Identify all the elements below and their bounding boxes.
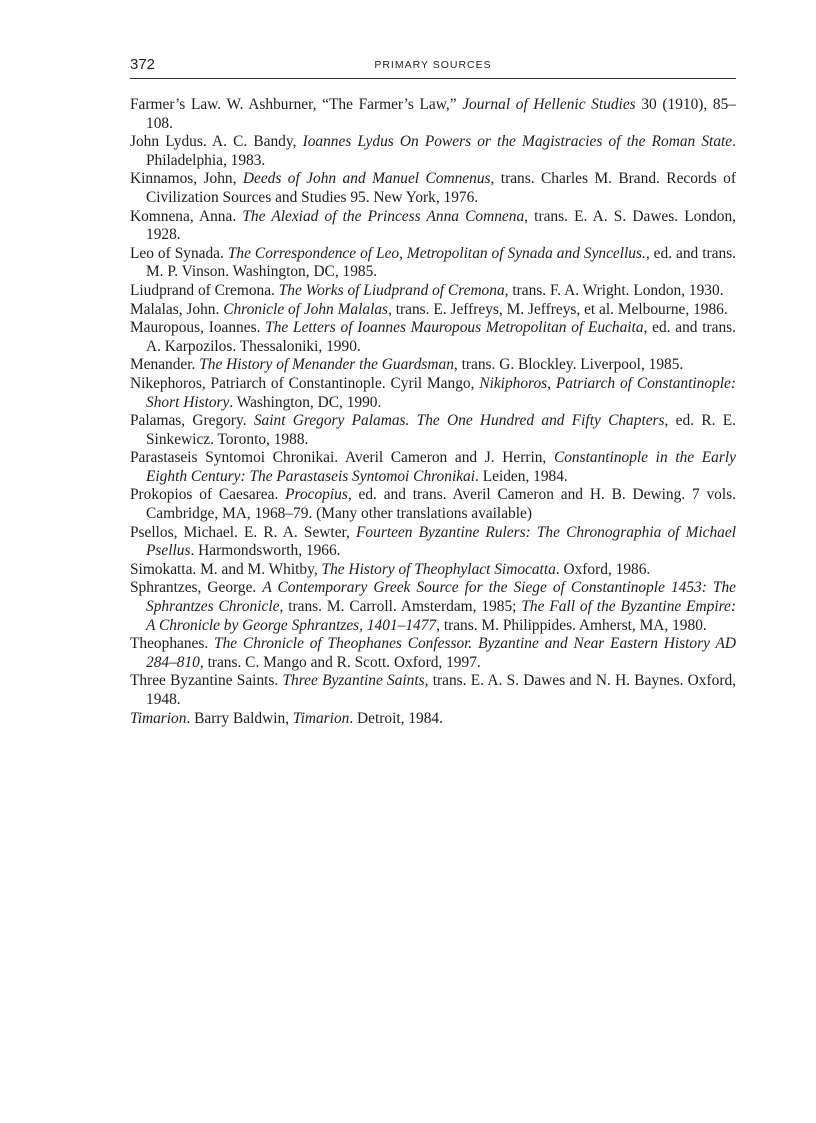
entry-text: Parastaseis Syntomoi Chronikai. Averil Cameron and J. Herrin,	[130, 449, 554, 467]
entry-title-italic: A Contemporary Greek Source for the Siege of Constantinople 1453: The Sphrantzes Chronicle	[146, 579, 737, 616]
entry-text: Farmer’s Law. W. Ashburner, “The Farmer’s Law,”	[130, 96, 463, 113]
entry-text: Three Byzantine Saints.	[130, 672, 283, 690]
bibliography-entry	[130, 486, 736, 523]
entry-text: Leo of Synada.	[130, 244, 228, 262]
bibliography-entry	[130, 282, 736, 301]
entry-text: 30 (1910), 85–108.	[146, 96, 736, 132]
entry-text: , trans. E. A. S. Dawes. London, 1928.	[146, 207, 736, 244]
entry-text: Nikephoros, Patriarch of Constantinople. Cyril Mango,	[130, 374, 480, 392]
entry-text: . Detroit, 1984.	[349, 709, 443, 727]
entry-text: . Washington, DC, 1990.	[229, 393, 382, 411]
bibliography-entry	[130, 375, 736, 412]
entry-text: , trans. F. A. Wright. London, 1930.	[504, 281, 724, 299]
entry-text: , ed. and trans. M. P. Vinson. Washington, DC, 1985.	[146, 244, 736, 281]
entry-title-italic: Saint Gregory Palamas. The One Hundred and Fifty Chapters	[253, 412, 665, 430]
bibliography-entry	[130, 170, 736, 207]
entry-title-italic: Timarion	[292, 709, 350, 727]
bibliography-entry	[130, 561, 736, 580]
entry-text: . Oxford, 1986.	[555, 560, 651, 578]
entry-text: . Barry Baldwin,	[186, 709, 293, 727]
entry-text: Theophanes.	[130, 635, 215, 653]
entry-text: Psellos, Michael. E. R. A. Sewter,	[130, 523, 357, 541]
entry-text: Simokatta. M. and M. Whitby,	[130, 560, 322, 578]
entry-text: . Philadelphia, 1983.	[146, 133, 736, 169]
bibliography-entry	[130, 301, 736, 320]
entry-title-italic: Procopius	[285, 486, 348, 504]
entry-title-italic: Ioannes Lydus On Powers or the Magistracies of the Roman State	[302, 133, 733, 151]
entry-text: . Leiden, 1984.	[475, 467, 568, 485]
bibliography-entry	[130, 96, 736, 133]
page-number: 372	[130, 56, 156, 73]
bibliography-entry	[130, 356, 736, 375]
entry-text: . Harmondsworth, 1966.	[190, 542, 341, 560]
bibliography-entry	[130, 319, 736, 356]
page-header	[130, 54, 736, 79]
bibliography-entry	[130, 672, 736, 709]
entry-title-italic: The Works of Liudprand of Cremona	[278, 281, 505, 299]
bibliography-entry	[130, 133, 736, 170]
entry-title-italic: The Correspondence of Leo, Metropolitan of Synada and Syncellus.	[227, 244, 646, 262]
entry-text: Sphrantzes, George.	[130, 579, 263, 597]
entry-text: , trans. E. A. S. Dawes and N. H. Baynes. Oxford, 1948.	[146, 672, 736, 708]
entry-text: Mauropous, Ioannes.	[130, 319, 266, 337]
entry-title-italic: Three Byzantine Saints	[282, 672, 425, 690]
entry-text: , trans. Charles M. Brand. Records of Civilization Sources and Studies 95. New York, 1976.	[146, 170, 736, 206]
bibliography-entry	[130, 245, 736, 282]
entry-title-italic: The History of Theophylact Simocatta	[321, 560, 556, 578]
bibliography-list	[130, 96, 736, 728]
entry-title-italic: The Chronicle of Theophanes Confessor. Byzantine and Near Eastern History AD 284–810	[146, 635, 736, 671]
entry-title-italic: Timarion	[130, 709, 187, 727]
entry-text: Palamas, Gregory.	[130, 412, 254, 430]
entry-title-italic: Nikiphoros, Patriarch of Constantinople: Short History	[146, 374, 736, 411]
entry-text: , trans. G. Blockley. Liverpool, 1985.	[453, 356, 684, 374]
bibliography-entry	[130, 208, 736, 245]
entry-title-italic: Fourteen Byzantine Rulers: The Chronographia of Michael Psellus	[146, 523, 736, 560]
entry-title-italic: The History of Menander the Guardsman	[199, 356, 454, 374]
entry-text: Liudprand of Cremona.	[130, 281, 279, 299]
entry-title-italic: The Fall of the Byzantine Empire: A Chronicle by George Sphrantzes, 1401–1477	[146, 598, 736, 634]
entry-text: , trans. M. Philippides. Amherst, MA, 1980.	[436, 616, 707, 634]
entry-text: Menander.	[130, 356, 200, 374]
entry-text: Malalas, John.	[130, 300, 224, 318]
bibliography-entry	[130, 449, 736, 486]
entry-title-italic: Chronicle of John Malalas	[223, 300, 389, 318]
bibliography-entry	[130, 412, 736, 449]
entry-text: , ed. and trans. A. Karpozilos. Thessaloniki, 1990.	[146, 319, 736, 355]
bibliography-entry	[130, 710, 736, 729]
entry-text: John Lydus. A. C. Bandy,	[130, 133, 303, 151]
entry-text: , trans. C. Mango and R. Scott. Oxford, 1997.	[199, 653, 481, 671]
entry-title-italic: The Alexiad of the Princess Anna Comnena	[242, 207, 525, 225]
running-head: PRIMARY SOURCES	[374, 59, 492, 71]
bibliography-entry	[130, 579, 736, 635]
bibliography-entry	[130, 635, 736, 672]
entry-text: , ed. R. E. Sinkewicz. Toronto, 1988.	[146, 412, 736, 448]
entry-title-italic: Constantinople in the Early Eighth Century: The Parastaseis Syntomoi Chronikai	[146, 449, 736, 485]
entry-title-italic: The Letters of Ioannes Mauropous Metropolitan of Euchaita	[265, 319, 644, 337]
entry-title-italic: Deeds of John and Manuel Comnenus	[242, 170, 491, 188]
entry-text: , trans. M. Carroll. Amsterdam, 1985;	[279, 598, 522, 616]
entry-title-italic: Journal of Hellenic Studies	[462, 96, 636, 113]
entry-text: , ed. and trans. Averil Cameron and H. B. Dewing. 7 vols. Cambridge, MA, 1968–79. (Many other translations available)	[146, 486, 736, 523]
entry-text: Kinnamos, John,	[130, 170, 243, 188]
entry-text: Komnena, Anna.	[130, 207, 243, 225]
bibliography-entry	[130, 524, 736, 561]
entry-text: , trans. E. Jeffreys, M. Jeffreys, et al. Melbourne, 1986.	[388, 300, 728, 318]
entry-text: Prokopios of Caesarea.	[130, 486, 286, 504]
